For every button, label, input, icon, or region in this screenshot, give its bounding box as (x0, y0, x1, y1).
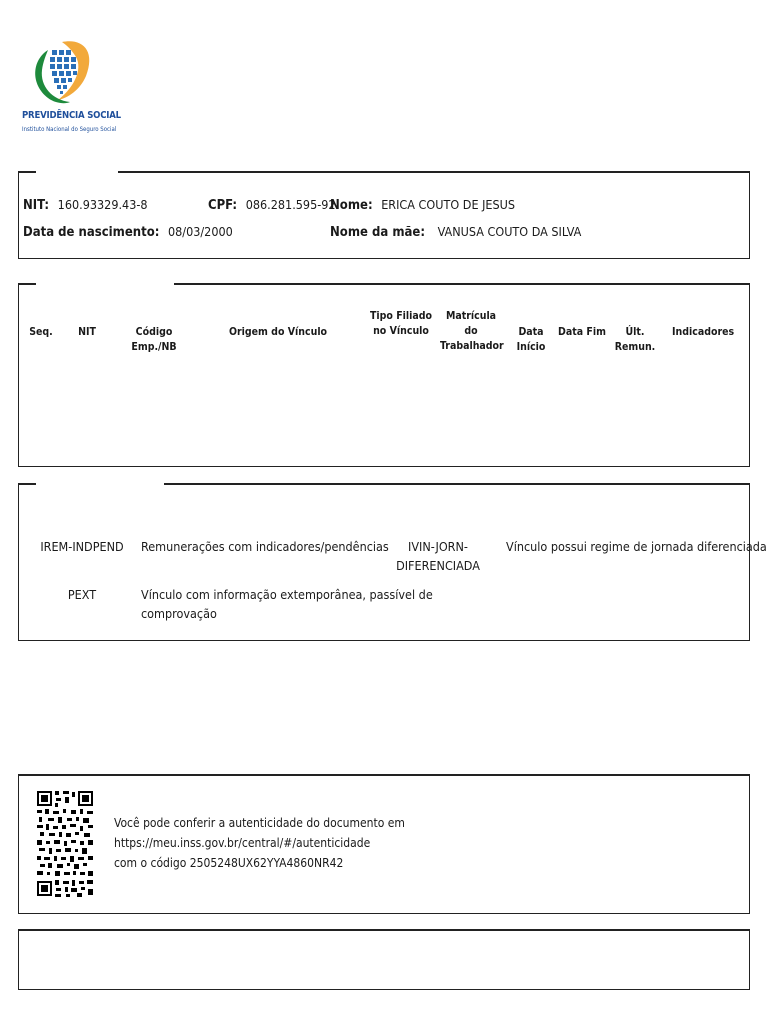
legend-code-ivin-jorn-line1: IVIN-JORN- (408, 539, 468, 554)
birthdate-value: 08/03/2000 (167, 224, 233, 239)
legend-desc-irem-indpend: Remunerações com indicadores/pendências (141, 539, 389, 554)
previdencia-emblem-icon (18, 36, 118, 110)
logo-subtitle: Instituto Nacional do Seguro Social (22, 126, 117, 133)
legend-desc-ivin-jorn: Vínculo possui regime de jornada diferenciada (506, 539, 767, 554)
legend-box-top-border-right (164, 483, 750, 485)
column-header-tipo-filiado: Tipo Filiado no Vínculo (369, 310, 432, 337)
inss-logo (18, 36, 121, 140)
column-header-codigo-emp: Código Emp./NB (131, 326, 177, 353)
nome-value: ERICA COUTO DE JESUS (381, 197, 516, 212)
authenticity-url[interactable]: https://meu.inss.gov.br/central/#/autenticidade (114, 836, 371, 850)
column-header-origem-vinculo: Origem do Vínculo (228, 326, 328, 338)
legend-box-top-border-left (18, 483, 36, 485)
column-header-indicadores: Indicadores (672, 326, 735, 338)
qr-code (36, 790, 94, 898)
column-header-seq: Seq. (29, 326, 53, 338)
legend-code-irem-indpend: IREM-INDPEND (40, 539, 124, 554)
legend-desc-pext-line2: comprovação (141, 606, 217, 621)
cpf-field (208, 194, 336, 213)
column-header-data-inicio: Data Início (516, 326, 546, 353)
footer-box (18, 929, 750, 990)
legend-desc-pext (141, 585, 433, 623)
authenticity-code: com o código 2505248UX62YYA4860NR42 (114, 856, 344, 870)
column-header-data-fim: Data Fim (558, 326, 606, 338)
cpf-label: CPF: (208, 198, 238, 213)
identification-box (18, 172, 750, 259)
mother-name-value: VANUSA COUTO DA SILVA (437, 224, 582, 239)
column-header-ult-remun: Últ. Remun. (614, 326, 656, 353)
legend-code-ivin-jorn (390, 537, 486, 575)
cpf-value: 086.281.595-92 (245, 197, 336, 212)
logo-title: PREVIDÊNCIA SOCIAL (22, 110, 121, 121)
identification-box-top-border-right (118, 171, 750, 173)
relations-box-top-border-right (174, 283, 750, 285)
nit-field (23, 194, 148, 213)
nit-value: 160.93329.43-8 (57, 197, 148, 212)
nome-field (330, 194, 515, 213)
legend-code-ivin-jorn-line2: DIFERENCIADA (396, 558, 480, 573)
legend-desc-pext-line1: Vínculo com informação extemporânea, passível de (141, 587, 433, 602)
identification-box-top-border (18, 171, 36, 173)
nit-label: NIT: (23, 198, 50, 213)
authenticity-text-line1: Você pode conferir a autenticidade do documento em (114, 816, 405, 830)
mother-name-field (330, 221, 581, 240)
birthdate-field (23, 221, 233, 240)
nome-label: Nome: (330, 198, 373, 213)
relations-box-top-border-left (18, 283, 36, 285)
qr-code-icon (36, 790, 94, 898)
legend-code-pext: PEXT (67, 587, 97, 602)
column-header-nit: NIT (78, 326, 96, 338)
column-header-matricula: Matrícula do Trabalhador (440, 310, 504, 352)
birthdate-label: Data de nascimento: (23, 225, 160, 240)
mother-name-label: Nome da mãe: (330, 225, 426, 240)
